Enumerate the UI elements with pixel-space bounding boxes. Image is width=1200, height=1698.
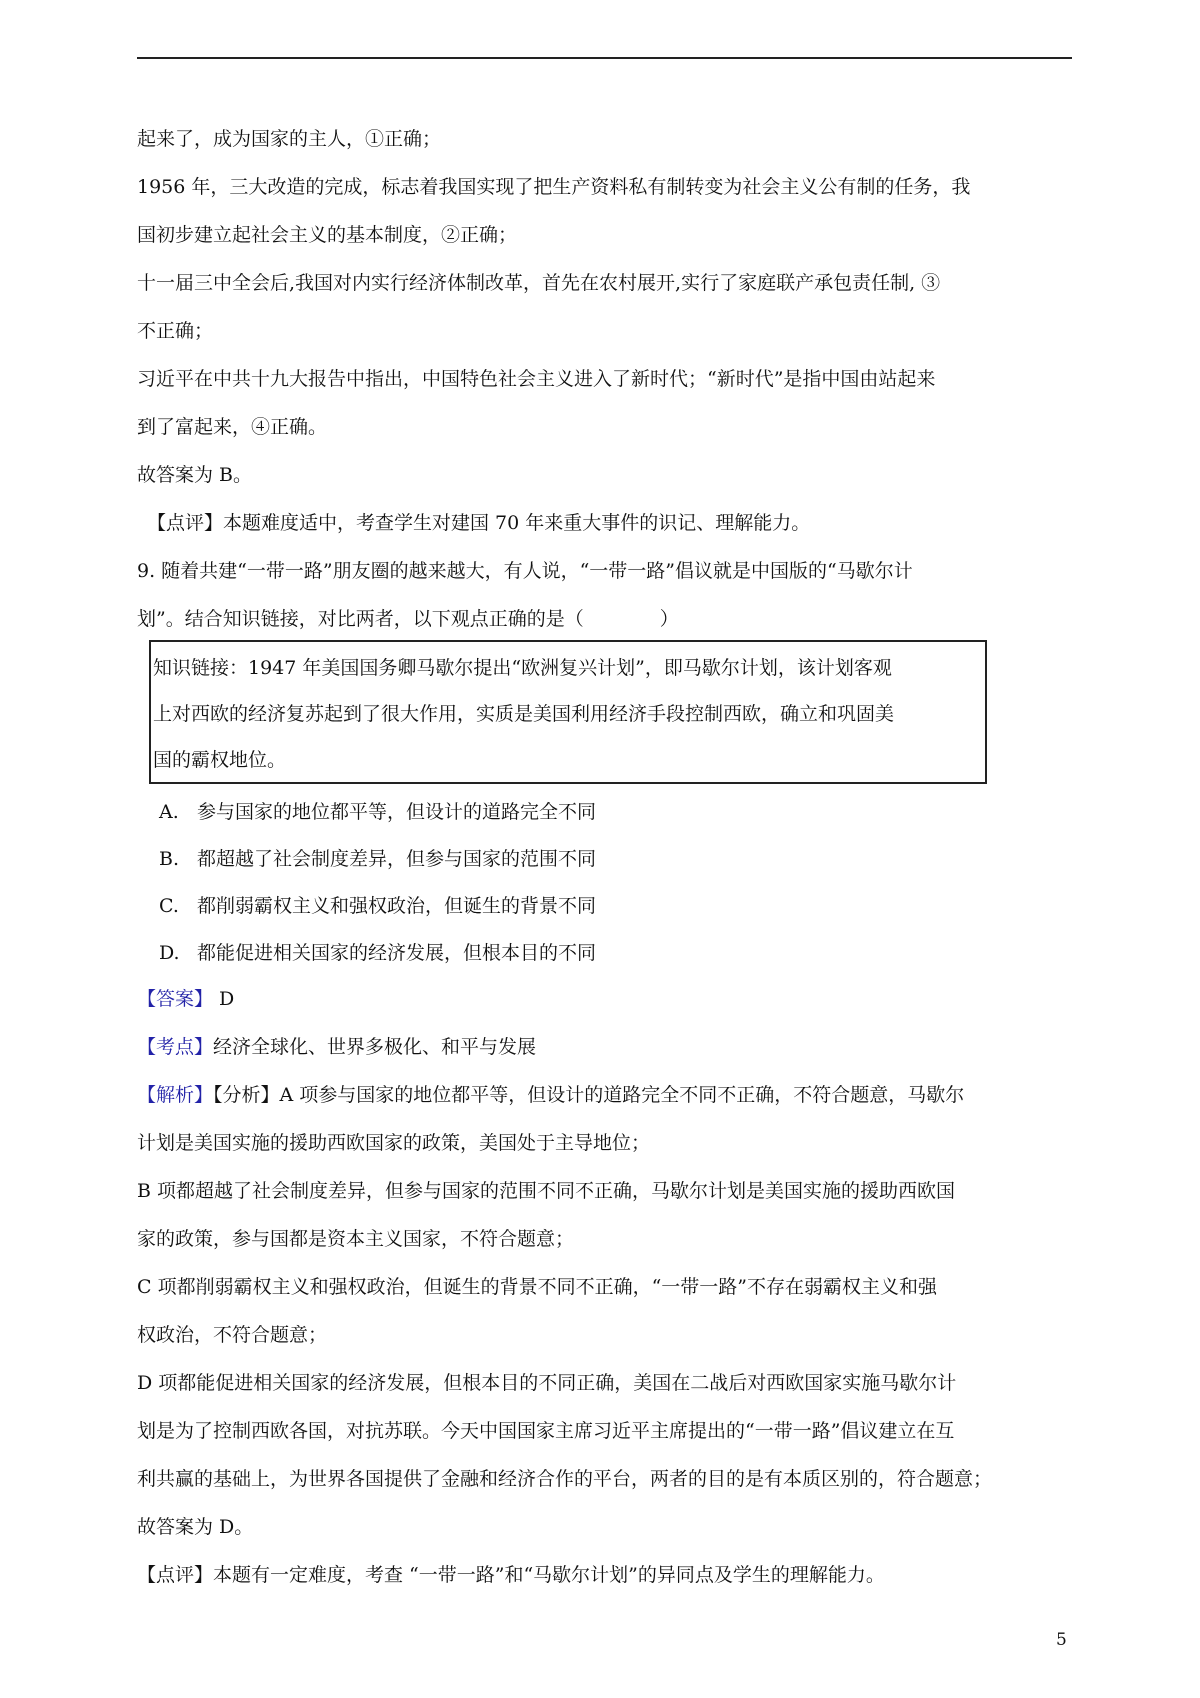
knowledge-link-line-3: 国的霸权地位。	[153, 749, 287, 771]
analysis-answer-line: 故答案为 D。	[137, 1516, 254, 1538]
analysis-line-6: 权政治，不符合题意；	[137, 1324, 328, 1346]
kaodian-line	[137, 1035, 536, 1061]
knowledge-link-box	[149, 640, 987, 784]
analysis-line-5: C 项都削弱霸权主义和强权政治，但诞生的背景不同不正确，“一带一路”不存在弱霸权主义和强	[137, 1276, 938, 1298]
answer-line	[137, 987, 234, 1013]
analysis-line-1	[137, 1083, 964, 1109]
analysis-line-9: 利共赢的基础上，为世界各国提供了金融和经济合作的平台，两者的目的是有本质区别的，符合题意；	[137, 1468, 993, 1490]
q8-answer-line: 故答案为 B。	[137, 464, 253, 486]
option-d-text: 都能促进相关国家的经济发展，但根本目的不同	[197, 942, 597, 964]
option-c-text: 都削弱霸权主义和强权政治，但诞生的背景不同	[197, 895, 597, 917]
q9-stem-line-2: 划”。结合知识链接，对比两者，以下观点正确的是（ ）	[137, 608, 679, 630]
analysis-line-3: B 项都超越了社会制度差异，但参与国家的范围不同不正确，马歇尔计划是美国实施的援助西欧国	[137, 1180, 956, 1202]
analysis-tag: 【解析】	[137, 1084, 214, 1106]
header-rule	[137, 57, 1072, 59]
answer-tag: 【答案】	[137, 988, 214, 1010]
analysis-line-4: 家的政策，参与国都是资本主义国家，不符合题意；	[137, 1228, 575, 1250]
knowledge-link-line-1: 知识链接：1947 年美国国务卿马歇尔提出“欧洲复兴计划”，即马歇尔计划，该计划客观	[153, 657, 892, 679]
q9-comment: 【点评】本题有一定难度，考查 “一带一路”和“马歇尔计划”的异同点及学生的理解能力。	[137, 1564, 885, 1586]
q8-explanation-line-1: 起来了，成为国家的主人，①正确；	[137, 128, 442, 150]
option-c-letter: C.	[159, 895, 179, 917]
analysis-line-7: D 项都能促进相关国家的经济发展，但根本目的不同正确，美国在二战后对西欧国家实施马歇尔计	[137, 1372, 957, 1394]
q8-explanation-line-6: 习近平在中共十九大报告中指出，中国特色社会主义进入了新时代；“新时代”是指中国由站起来	[137, 368, 936, 390]
analysis-text-1: 【分析】A 项参与国家的地位都平等，但设计的道路完全不同不正确，不符合题意，马歇尔	[213, 1084, 965, 1106]
q8-explanation-line-2: 1956 年，三大改造的完成，标志着我国实现了把生产资料私有制转变为社会主义公有制的任务，我	[137, 176, 971, 198]
page-number: 5	[1056, 1630, 1067, 1650]
q8-comment: 【点评】本题难度适中，考查学生对建国 70 年来重大事件的识记、理解能力。	[147, 512, 811, 534]
knowledge-link-line-2: 上对西欧的经济复苏起到了很大作用，实质是美国利用经济手段控制西欧，确立和巩固美	[153, 703, 895, 725]
answer-value: D	[213, 988, 235, 1010]
q8-explanation-line-3: 国初步建立起社会主义的基本制度，②正确；	[137, 224, 518, 246]
q8-explanation-line-5: 不正确；	[137, 320, 214, 342]
option-b-text: 都超越了社会制度差异，但参与国家的范围不同	[197, 848, 597, 870]
kaodian-value: 经济全球化、世界多极化、和平与发展	[213, 1036, 537, 1058]
option-a-text: 参与国家的地位都平等，但设计的道路完全不同	[197, 801, 597, 823]
q9-stem-line-1: 9. 随着共建“一带一路”朋友圈的越来越大，有人说，“一带一路”倡议就是中国版的“马歇尔计	[137, 560, 913, 582]
option-b-letter: B.	[159, 848, 180, 870]
option-a-letter: A.	[159, 801, 179, 823]
kaodian-tag: 【考点】	[137, 1036, 214, 1058]
analysis-line-2: 计划是美国实施的援助西欧国家的政策，美国处于主导地位；	[137, 1132, 651, 1154]
q8-explanation-line-7: 到了富起来，④正确。	[137, 416, 328, 438]
q8-explanation-line-4: 十一届三中全会后,我国对内实行经济体制改革，首先在农村展开,实行了家庭联产承包责任制, ③	[137, 272, 941, 294]
option-d-letter: D.	[159, 942, 180, 964]
analysis-line-8: 划是为了控制西欧各国，对抗苏联。今天中国国家主席习近平主席提出的“一带一路”倡议建立在互	[137, 1420, 955, 1442]
